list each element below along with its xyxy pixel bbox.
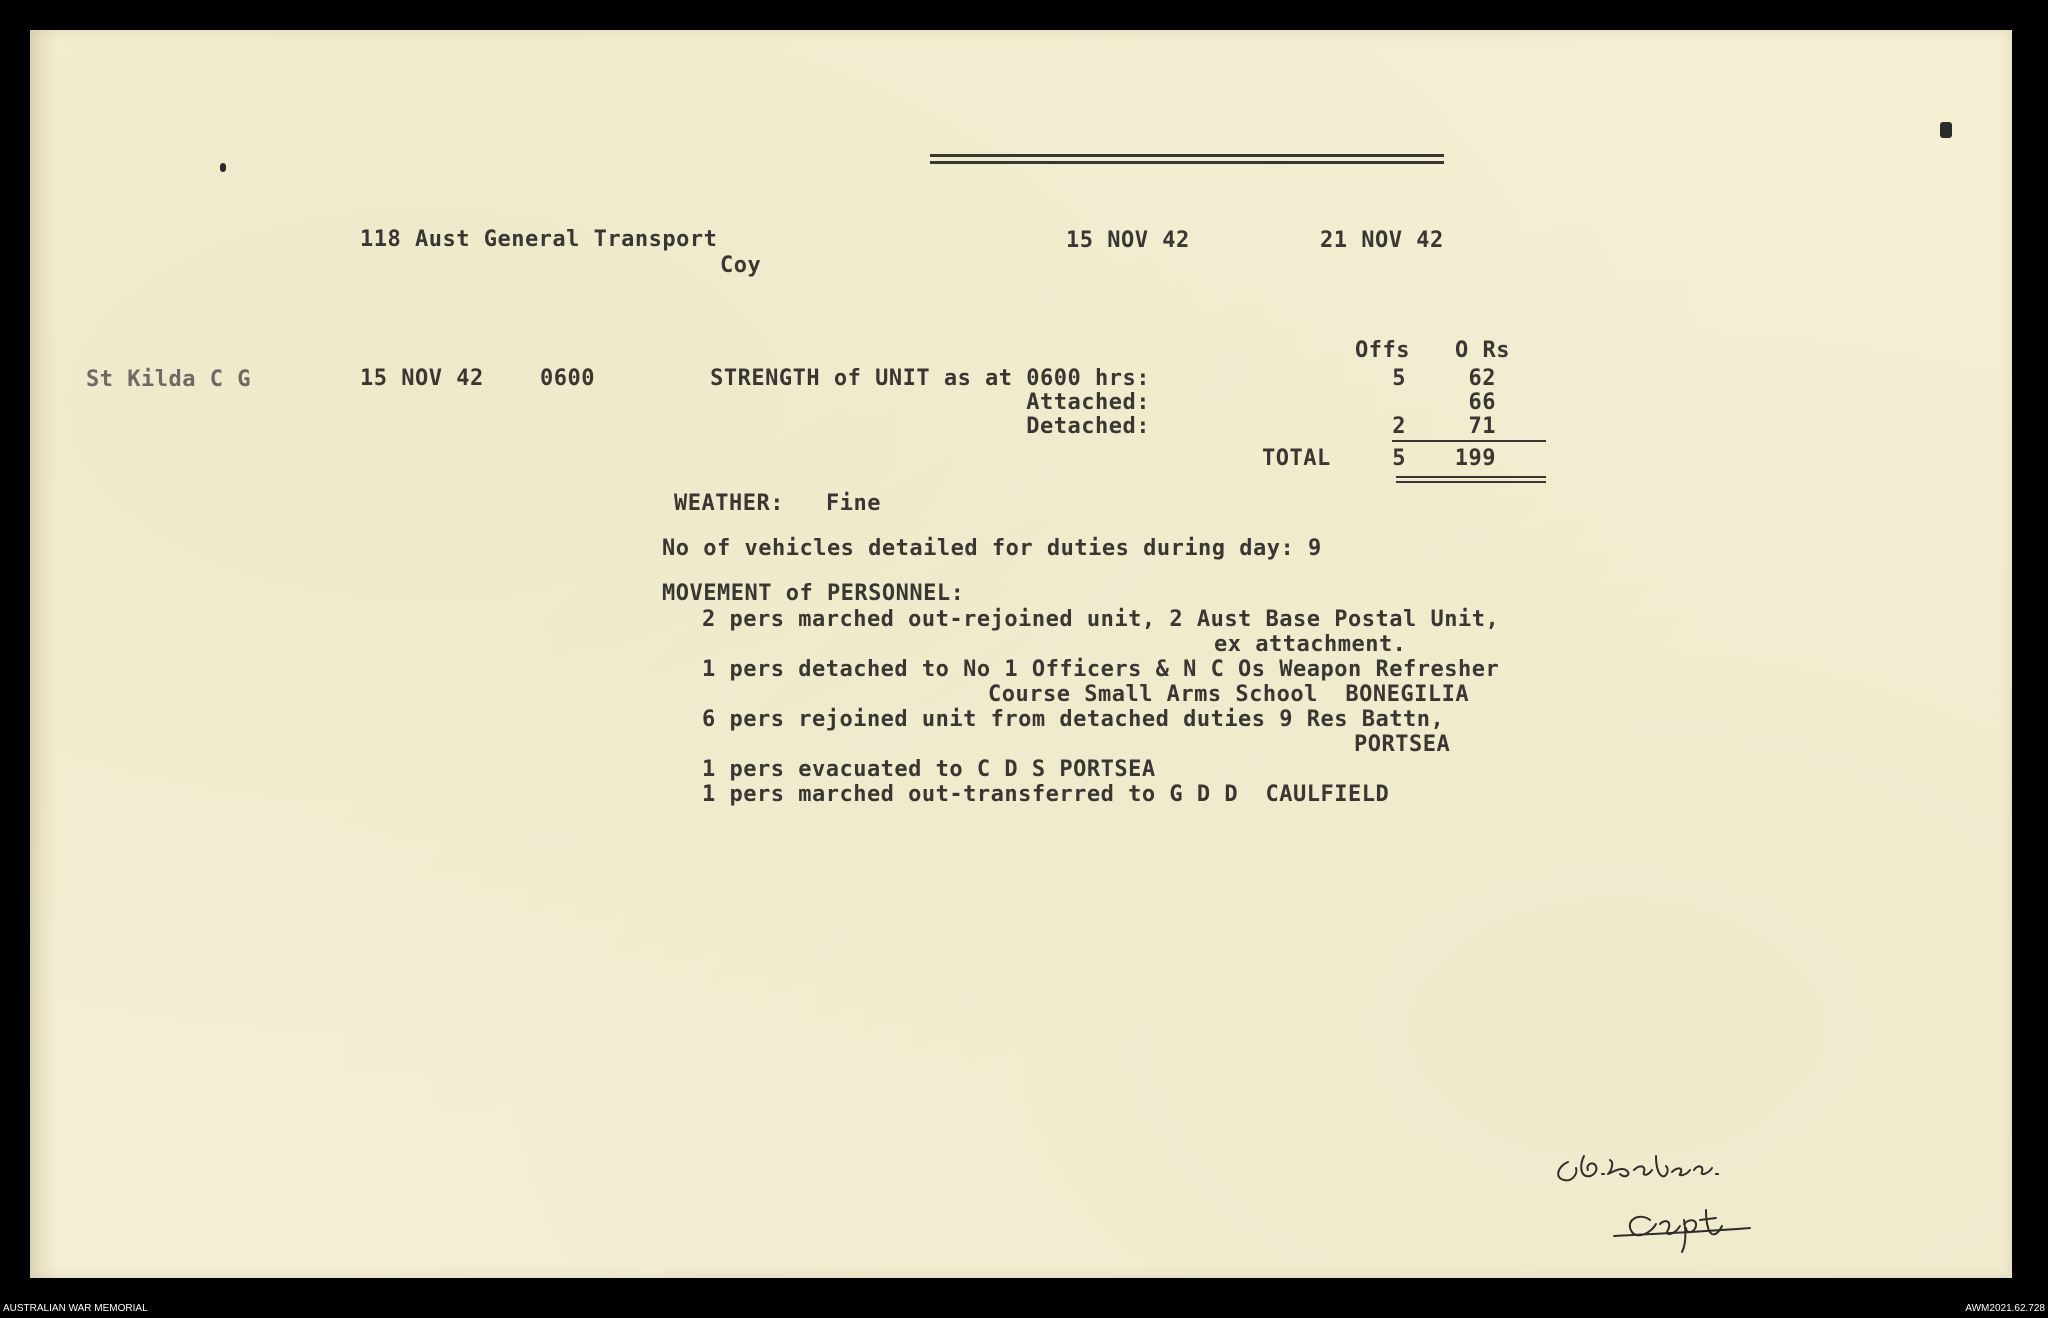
- attached-ors: 66: [1468, 390, 1496, 415]
- date-to: 21 NOV 42: [1320, 228, 1444, 253]
- detached-label: Detached:: [1026, 414, 1150, 439]
- total-rule-1: [1396, 476, 1546, 478]
- entry-date: 15 NOV 42: [360, 366, 484, 391]
- entry-time: 0600: [540, 366, 595, 391]
- handwritten-signature: [1540, 1140, 1840, 1260]
- movement-line-1: 2 pers marched out-rejoined unit, 2 Aust Base Postal Unit,: [702, 607, 1500, 632]
- strength-offs: 5: [1392, 366, 1406, 391]
- document-sheet: [30, 30, 2012, 1278]
- total-label: TOTAL: [1262, 446, 1331, 471]
- total-ors: 199: [1454, 446, 1496, 471]
- weather-label: WEATHER:: [674, 491, 784, 516]
- footer-right: AWM2021.62.728: [1965, 1303, 2045, 1314]
- movement-heading: MOVEMENT of PERSONNEL:: [662, 581, 965, 606]
- date-from: 15 NOV 42: [1066, 228, 1190, 253]
- movement-line-5: 6 pers rejoined unit from detached duties 9 Res Battn,: [702, 707, 1445, 732]
- vehicles-line: No of vehicles detailed for duties during day: 9: [662, 536, 1322, 561]
- footer-left: AUSTRALIAN WAR MEMORIAL: [3, 1303, 148, 1314]
- unit-name-line1: 118 Aust General Transport: [360, 227, 718, 252]
- movement-line-6: PORTSEA: [1354, 732, 1451, 757]
- movement-line-3: 1 pers detached to No 1 Officers & N C Os Weapon Refresher: [702, 657, 1500, 682]
- attached-label: Attached:: [1026, 390, 1150, 415]
- top-rule-1: [930, 154, 1444, 157]
- total-offs: 5: [1392, 446, 1406, 471]
- movement-line-4: Course Small Arms School BONEGILIA: [988, 682, 1470, 707]
- weather-value: Fine: [826, 491, 881, 516]
- col-offs-header: Offs: [1355, 338, 1410, 363]
- subtotal-rule: [1392, 440, 1546, 442]
- top-rule-2: [930, 161, 1444, 164]
- punch-mark-left: [220, 163, 226, 172]
- movement-line-8: 1 pers marched out-transferred to G D D CAULFIELD: [702, 782, 1390, 807]
- detached-offs: 2: [1392, 414, 1406, 439]
- sheet-edge-shadow: [30, 30, 56, 1278]
- movement-line-2: ex attachment.: [1214, 632, 1407, 657]
- punch-mark-right: [1940, 122, 1952, 138]
- total-rule-2: [1396, 481, 1546, 483]
- strength-label: STRENGTH of UNIT as at 0600 hrs:: [710, 366, 1150, 391]
- col-ors-header: O Rs: [1455, 338, 1510, 363]
- detached-ors: 71: [1468, 414, 1496, 439]
- unit-name-line2: Coy: [720, 253, 762, 278]
- entry-place: St Kilda C G: [86, 367, 251, 392]
- strength-ors: 62: [1468, 366, 1496, 391]
- movement-line-7: 1 pers evacuated to C D S PORTSEA: [702, 757, 1156, 782]
